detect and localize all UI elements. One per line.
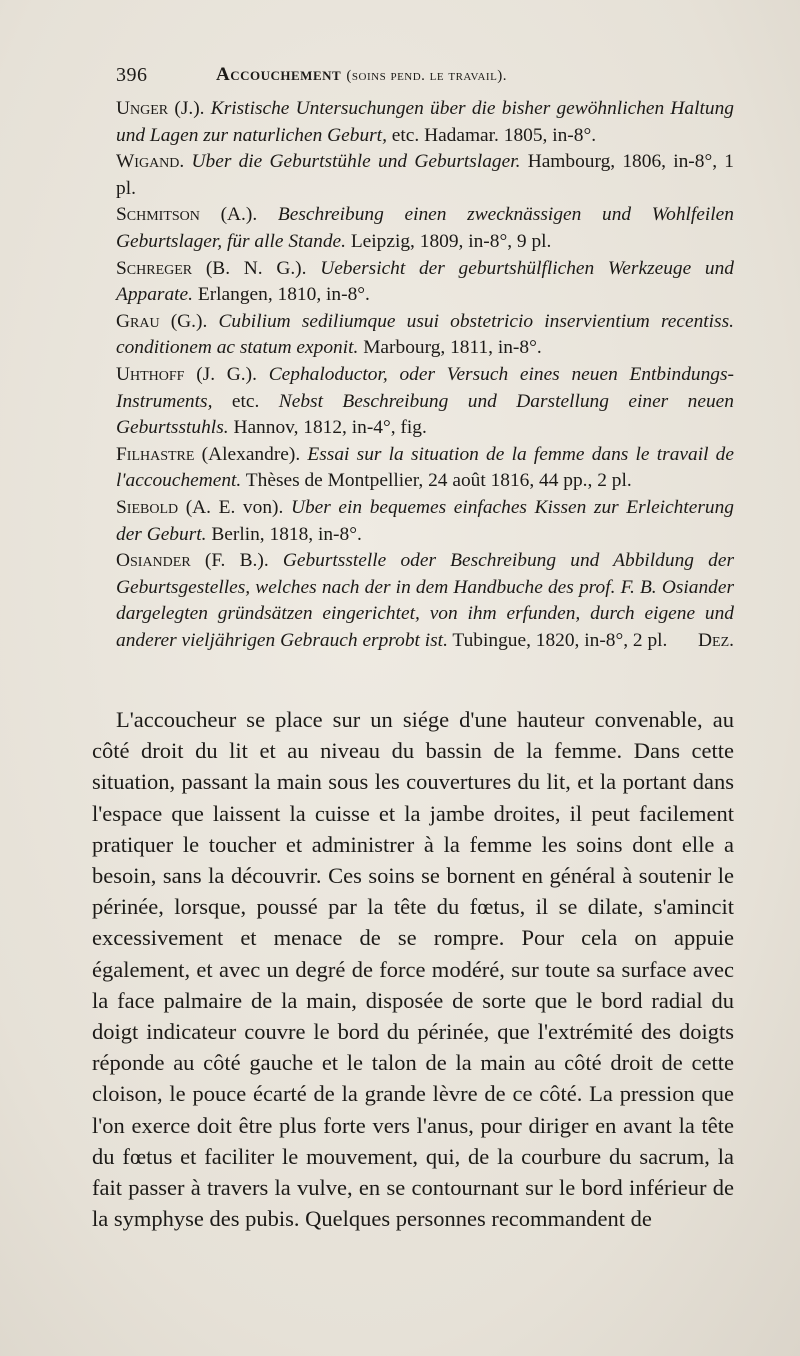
entry-title: Cubilium sediliumque usui obstetricio inservientium recentiss. conditionem ac statum exponit.	[116, 310, 735, 359]
bibliography-entry-grau	[116, 309, 734, 362]
page-header	[116, 64, 732, 92]
running-head	[216, 64, 507, 86]
entry-title-secondary: Nebst Beschreibung und Darstellung einer neuen Geburtsstuhls.	[116, 390, 734, 439]
entry-initials: (G.).	[159, 310, 219, 332]
entry-author: Osiander	[116, 550, 191, 572]
page-number: 396	[116, 64, 148, 86]
entry-author: Uhthoff	[116, 363, 185, 385]
entry-initials	[184, 151, 191, 172]
entry-publication: Erlangen, 1810, in-8°.	[193, 284, 370, 306]
entry-author: Schmitson	[116, 204, 200, 226]
entry-initials: (F. B.).	[190, 550, 283, 572]
entry-title: Essai sur la situation de la femme dans le travail de l'accouchement.	[116, 443, 734, 492]
entry-title: Cephaloductor, oder Versuch eines neuen Entbindungs-Instruments,	[116, 363, 734, 412]
entry-publication: Hambourg, 1806, in-8°, 1 pl.	[116, 151, 734, 199]
entry-initials: (J. G.).	[184, 363, 269, 385]
bibliography-entry-osiander	[116, 548, 734, 654]
entry-publication: Leipzig, 1809, in-8°, 9 pl.	[345, 230, 552, 252]
entry-title: Uber die Geburtstühle und Geburtslager.	[191, 151, 521, 173]
entry-initials: (A.).	[199, 204, 278, 226]
bibliography	[116, 96, 734, 654]
entry-author: Wigand.	[116, 151, 185, 173]
entry-initials: (Alexandre).	[194, 443, 308, 465]
entry-publication: Marbourg, 1811, in-8°.	[358, 337, 542, 359]
running-head-main: Accouchement	[216, 64, 342, 85]
entry-author: Siebold	[116, 496, 179, 518]
bibliography-entry-schmitson	[116, 202, 734, 255]
entry-publication: etc. Hadamar. 1805, in-8°.	[386, 124, 597, 146]
entry-initials: (A. E. von).	[178, 496, 291, 518]
entry-title: Kristische Untersuchungen über die bisher gewöhnlichen Haltung und Lagen zur naturlichen Geburt,	[116, 98, 734, 146]
entry-publication: Thèses de Montpellier, 24 août 1816, 44 pp., 2 pl.	[241, 470, 632, 492]
entry-initials: (J.).	[168, 98, 211, 119]
entry-title: Uber ein bequemes einfaches Kissen zur Erleichterung der Geburt.	[116, 496, 734, 545]
entry-publication-secondary: Hannov, 1812, in-4°, fig.	[228, 417, 427, 439]
entry-publication: etc.	[212, 390, 279, 412]
entry-title: Uebersicht der geburtshülflichen Werkzeuge und Apparate.	[116, 257, 735, 306]
bibliography-entry-unger	[116, 96, 734, 149]
bibliography-entry-filhastre	[116, 442, 734, 495]
body-paragraph: L'accoucheur se place sur un siége d'une hauteur convenable, au côté droit du lit et au niveau du bassin de la femme. Dans cette situation, passant la main sous les couvertures du lit, et la portant dans l'espace que laissent la cuisse et la jambe droites, il peut facilement pratiquer le toucher et administrer à la femme les soins dont elle a besoin, sans la découvrir. Ces soins se bornent en général à soutenir le périnée, lorsque, poussé par la tête du fœtus, il se dilate, s'amincit excessivement et menace de se rompre. Pour cela on appuie également, et avec un degré de force modéré, sur toute sa surface avec la face palmaire de la main, disposée de sorte que le bord radial du doigt indicateur couvre le bord du périnée, que l'extrémité des doigts réponde au côté gauche et le talon de la main au côté droit de cette cloison, le pouce écarté de la grande lèvre de ce côté. La pression que l'on exerce doit être plus forte vers l'anus, pour diriger en avant la tête du fœtus et faciliter le mouvement, qui, de la courbure du sacrum, la fait passer à travers la vulve, en se contournant sur le bord inférieur de la symphyse des pubis. Quelques personnes recommandent de	[92, 707, 734, 1232]
bibliography-entry-siebold	[116, 495, 734, 548]
bibliography-entry-wigand	[116, 149, 734, 202]
entry-publication: Tubingue, 1820, in-8°, 2 pl.	[447, 629, 668, 651]
entry-initials: (B. N. G.).	[192, 257, 321, 279]
entry-author: Grau	[116, 310, 160, 332]
entry-author: Schreger	[116, 257, 193, 279]
entry-title: Geburtsstelle oder Beschreibung und Abbildung der Geburtsgestelles, welches nach der in dem Handbuche des prof. F. B. Osiander dargelegten gründsätzen eingerichtet, von ihm erfunden, durch eigene und anderer vieljährigen Gebrauch erprobt ist.	[116, 550, 734, 651]
entry-title: Beschreibung einen zwecknässigen und Wohlfeilen Geburtslager, für alle Stande.	[116, 204, 734, 252]
bibliography-entry-uhthoff	[116, 362, 734, 442]
running-head-sub: (soins pend. le travail).	[346, 68, 508, 84]
entry-author: Unger	[116, 98, 169, 119]
entry-author: Filhastre	[116, 443, 195, 465]
entry-publication: Berlin, 1818, in-8°.	[206, 523, 362, 545]
author-signature: Dez.	[698, 629, 734, 651]
bibliography-entry-schreger	[116, 256, 734, 309]
